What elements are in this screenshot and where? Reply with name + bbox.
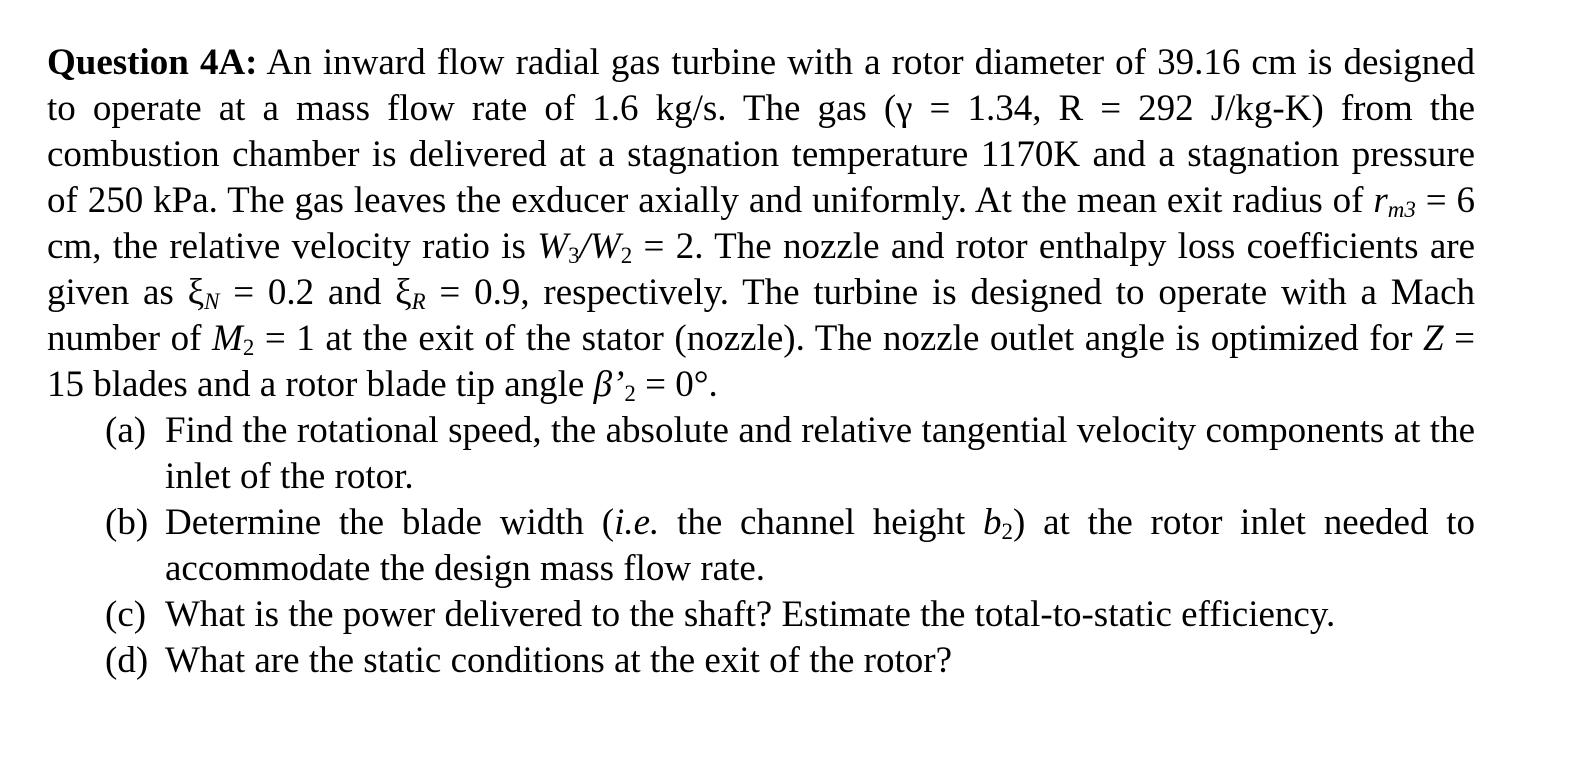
beta-subscript: 2 xyxy=(624,381,636,407)
stem-text: = 0.9, respectively. The turbine is designed to operate with a Mach number of xyxy=(47,272,1476,359)
part-c-letter: (c) xyxy=(105,594,147,635)
part-b-text xyxy=(165,500,1475,592)
part-c xyxy=(47,592,1475,638)
xi-r-subscript: R xyxy=(411,289,426,315)
question-label: Question 4A: xyxy=(47,42,258,83)
stem-text: = 6 cm, the relative velocity ratio is xyxy=(47,180,1475,267)
stem-text: = 15 blades and a rotor blade tip angle xyxy=(47,318,1475,405)
ratio-slash: / xyxy=(579,226,590,267)
w3-subscript: 3 xyxy=(568,243,580,269)
b2-symbol: b xyxy=(983,502,1002,543)
w2-symbol: W xyxy=(589,226,621,267)
m2-symbol: M xyxy=(211,318,243,359)
rm3-symbol: r xyxy=(1373,180,1388,221)
stem-text: = 0.2 and xyxy=(219,272,396,313)
part-b-text-3: ) at the rotor inlet needed to accommodate the design mass flow rate. xyxy=(165,502,1475,589)
question-parts xyxy=(47,408,1475,684)
part-b xyxy=(47,500,1475,592)
part-d-text: What are the static conditions at the exit of the rotor? xyxy=(165,640,952,681)
part-c-text: What is the power delivered to the shaft? Estimate the total-to-static efficiency. xyxy=(165,594,1336,635)
part-d-letter: (d) xyxy=(105,640,149,681)
stem-text: = 1 at the exit of the stator (nozzle). The nozzle outlet angle is optimized for xyxy=(254,318,1423,359)
part-b-text-2: the channel height xyxy=(659,502,984,543)
part-b-letter: (b) xyxy=(105,502,149,543)
part-a-text: Find the rotational speed, the absolute and relative tangential velocity components at the inlet of the rotor. xyxy=(165,410,1475,497)
stem-text: An inward flow radial gas turbine with a rotor diameter of 39.16 cm is designed to operate at a mass flow rate of 1.6 kg/s. The gas (γ = 1.34, R = 292 J/kg-K) from the combustion chamber is delivered at a stagnation temperature 1170K and a stagnation pressure of 250 kPa. The gas leaves the exducer axially and uniformly. At the mean exit radius of xyxy=(47,42,1475,221)
stem-text: = 2. The nozzle and rotor enthalpy loss coefficients are given as xyxy=(47,226,1475,313)
stem-text: = 0°. xyxy=(635,364,718,405)
part-a xyxy=(47,408,1475,500)
question-document xyxy=(47,40,1475,684)
xi-r-symbol: ξ xyxy=(395,272,412,313)
w2-subscript: 2 xyxy=(620,243,633,269)
xi-n-subscript: N xyxy=(204,289,220,315)
part-d xyxy=(47,638,1475,684)
part-a-letter: (a) xyxy=(105,410,147,451)
z-symbol: Z xyxy=(1422,318,1444,359)
question-stem xyxy=(47,40,1475,408)
b2-subscript: 2 xyxy=(1001,519,1014,545)
ie-abbreviation: i.e. xyxy=(614,502,660,543)
w3-symbol: W xyxy=(537,226,569,267)
rm3-subscript: m3 xyxy=(1387,197,1416,223)
xi-n-symbol: ξ xyxy=(187,272,205,313)
beta-symbol: β’ xyxy=(593,364,625,405)
part-b-text-1: Determine the blade width ( xyxy=(165,502,615,543)
m2-subscript: 2 xyxy=(242,335,255,361)
